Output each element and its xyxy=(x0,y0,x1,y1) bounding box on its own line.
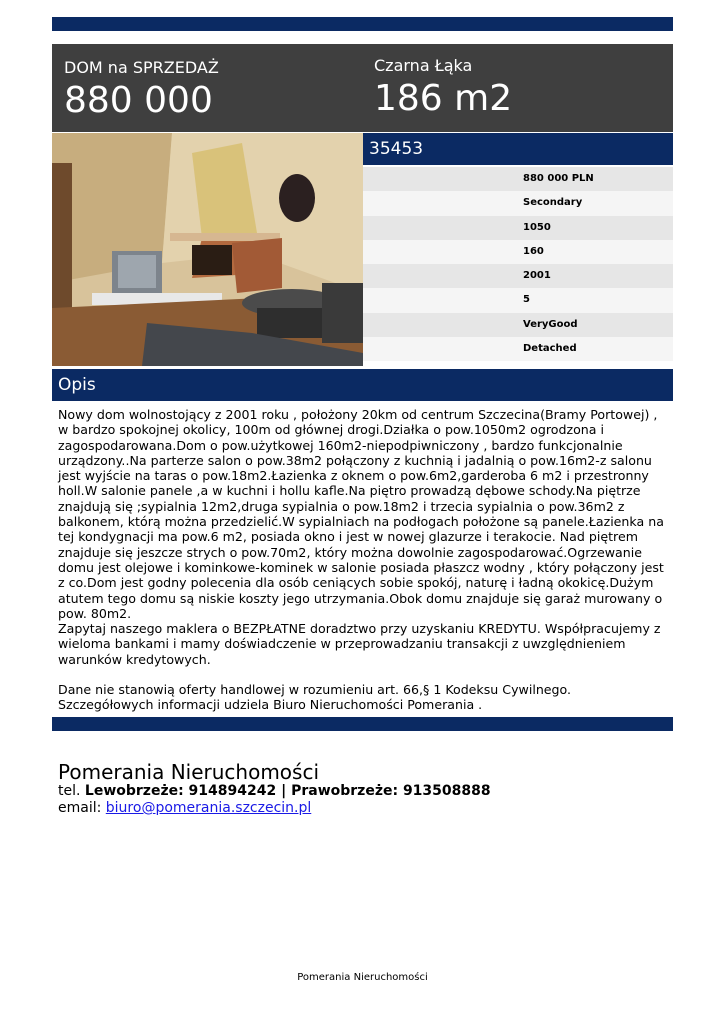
location: Czarna Łąka xyxy=(374,56,473,75)
phone-line xyxy=(58,783,491,800)
property-photo xyxy=(52,133,363,366)
section-divider xyxy=(52,717,673,731)
detail-row xyxy=(363,167,673,191)
listing-id-bar xyxy=(363,133,673,165)
listing-id: 35453 xyxy=(369,139,424,159)
detail-value: 880 000 PLN xyxy=(523,173,594,184)
detail-value: 2001 xyxy=(523,270,551,282)
detail-row xyxy=(363,313,673,337)
property-type: DOM na SPRZEDAŻ xyxy=(64,58,219,77)
detail-value: 5 xyxy=(523,294,530,306)
detail-row xyxy=(363,264,673,288)
description-title: Opis xyxy=(58,375,96,395)
company-name: Pomerania Nieruchomości xyxy=(58,760,320,784)
detail-row xyxy=(363,337,673,361)
listing-header xyxy=(52,44,673,132)
detail-row xyxy=(363,288,673,312)
description-header xyxy=(52,369,673,401)
email-line xyxy=(58,800,311,817)
price: 880 000 xyxy=(64,80,213,121)
disclaimer: Dane nie stanowią oferty handlowej w rozumieniu art. 66,§ 1 Kodeksu Cywilnego. Szczegółowych informacji udziela Biuro Nieruchomości Pomerania . xyxy=(58,682,572,713)
detail-value: 160 xyxy=(523,245,544,257)
detail-row xyxy=(363,191,673,215)
description-body xyxy=(58,407,668,713)
detail-row xyxy=(363,240,673,264)
area: 186 m2 xyxy=(374,78,513,119)
email-link[interactable]: biuro@pomerania.szczecin.pl xyxy=(105,800,312,816)
detail-value: Secondary xyxy=(523,197,583,209)
description-paragraph: Zapytaj naszego maklera o BEZPŁATNE doradztwo przy uzyskaniu KREDYTU. Współpracujemy z wieloma bankami i mamy doświadczenie w przeprowadzaniu transakcji z uwzględnieniem warunków kredytowych. xyxy=(58,621,661,667)
top-bar xyxy=(52,17,673,31)
detail-value: Detached xyxy=(523,343,577,355)
phone-numbers: Lewobrzeże: 914894242 | Prawobrzeże: 913508888 xyxy=(84,783,491,799)
page-footer: Pomerania Nieruchomości xyxy=(297,972,428,983)
detail-value: 1050 xyxy=(523,221,551,233)
description-paragraph: Nowy dom wolnostojący z 2001 roku , położony 20km od centrum Szczecina(Bramy Portowej) , w bardzo spokojnej okolicy, 100m od głównej drogi.Działka o pow.1050m2 ogrodzona i zagospodarowana.Dom o pow.użytkowej 160m2-niepodpiwniczony , bardzo funkcjonalnie urządzony..Na parterze salon o pow.38m2 połączony z kuchnią i jadalnią o pow.16m2-z salonu jest wyjście na taras o pow.18m2.Łazienka z oknem o pow.6m2,garderoba 6 m2 i przestronny holl.W salonie panele ,a w kuchni i hollu kafle.Na piętro prowadzą dębowe schody.Na piętrze znajdują się ;sypialnia 12m2,druga sypialnia o pow.18m2 i trzecia sypialnia o pow.36m2 z balkonem, którą można przedzielić.W sypialniach na podłogach położone są panele.Łazienka na tej kondygnacji ma pow.6 m2, posiada okno i jest w nowej glazurze i terakocie. Nad piętrem znajduje się jeszcze strych o pow.70m2, który można dowolnie zagospodarować.Ogrzewanie domu jest olejowe i kominkowe-kominek w salonie posiada płaszcz wodny , który połączony jest z co.Dom jest godny polecenia dla osób ceniących sobie spokój, naturę i ładną okokicę.Dużym atutem tego domu są niskie koszty jego utrzymania.Obok domu znajduje się garaż murowany o pow. 80m2. xyxy=(58,407,664,621)
detail-row xyxy=(363,216,673,240)
detail-value: VeryGood xyxy=(523,318,578,330)
phone-label: tel. xyxy=(58,783,81,799)
email-label: email: xyxy=(58,800,102,816)
details-table xyxy=(363,167,673,361)
